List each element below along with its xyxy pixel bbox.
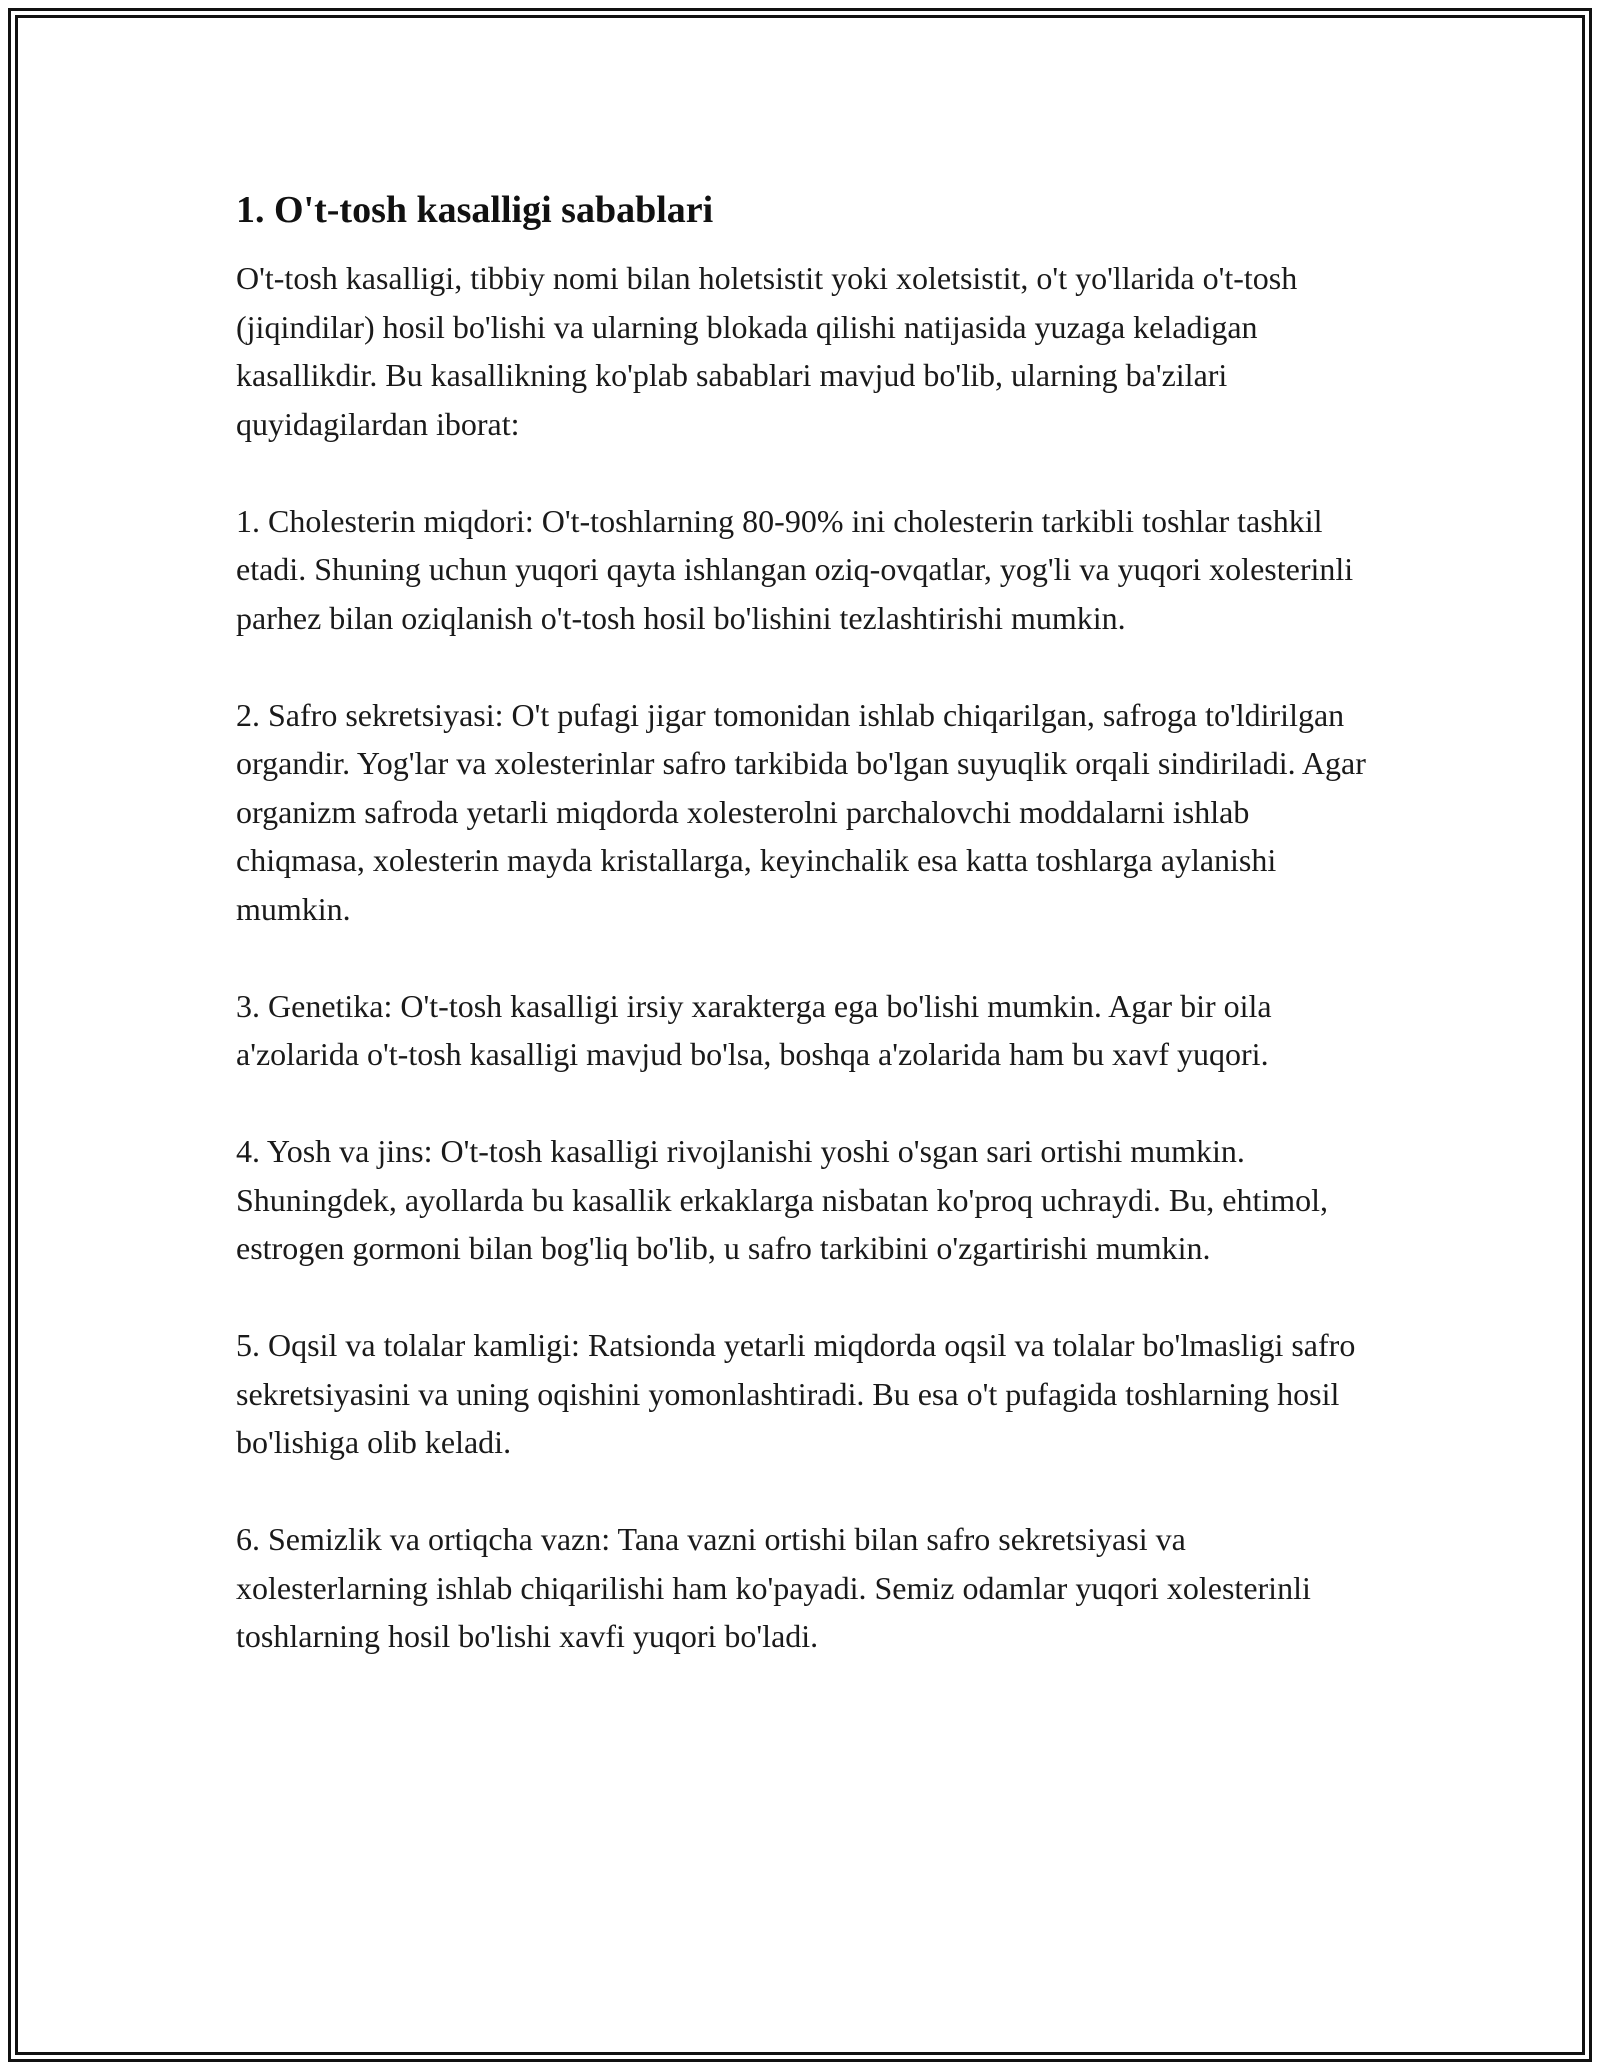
cause-obesity-paragraph: 6. Semizlik va ortiqcha vazn: Tana vazni ortishi bilan safro sekretsiyasi va xolesterlarning ishlab chiqarilishi ham ko'payadi. Semiz odamlar yuqori xolesterinli toshlarning hosil bo'lishi xavfi yuqori bo'ladi. (236, 1521, 1311, 1654)
cause-protein-fiber-paragraph: 5. Oqsil va tolalar kamligi: Ratsionda yetarli miqdorda oqsil va tolalar bo'lmasligi safro sekretsiyasini va uning oqishini yomonlashtiradi. Bu esa o't pufagida toshlarning hosil bo'lishiga olib keladi. (236, 1327, 1356, 1460)
cause-genetics-paragraph: 3. Genetika: O't-tosh kasalligi irsiy xarakterga ega bo'lishi mumkin. Agar bir oila a'zolarida o't-tosh kasalligi mavjud bo'lsa, boshqa a'zolarida ham bu xavf yuqori. (236, 987, 1272, 1072)
cause-cholesterol-paragraph: 1. Cholesterin miqdori: O't-toshlarning 80-90% ini cholesterin tarkibli toshlar tashkil etadi. Shuning uchun yuqori qayta ishlangan oziq-ovqatlar, yog'li va yuqori xolesterinli parhez bilan oziqlanish o't-tosh hosil bo'lishini tezlashtirishi mumkin. (236, 502, 1354, 636)
page-title: 1. O't-tosh kasalligi sabablari (236, 189, 714, 231)
cause-age-gender-paragraph: 4. Yosh va jins: O't-tosh kasalligi rivojlanishi yoshi o'sgan sari ortishi mumkin. Shuningdek, ayollarda bu kasallik erkaklarga nisbatan ko'proq uchraydi. Bu, ehtimol, estrogen gormoni bilan bog'liq bo'lib, u safro tarkibini o'zgartirishi mumkin. (236, 1133, 1329, 1266)
document-body (236, 186, 1376, 1661)
intro-paragraph: O't-tosh kasalligi, tibbiy nomi bilan holetsistit yoki xoletsistit, o't yo'llarida o't-tosh (jiqindilar) hosil bo'lishi va ularning blokada qilishi natijasida yuzaga keladigan kasallikdir. Bu kasallikning ko'plab sabablari mavjud bo'lib, ularning ba'zilari quyidagilardan iborat: (236, 260, 1298, 442)
cause-bile-secretion-paragraph: 2. Safro sekretsiyasi: O't pufagi jigar tomonidan ishlab chiqarilgan, safroga to'ldirilgan organdir. Yog'lar va xolesterinlar safro tarkibida bo'lgan suyuqlik orqali sindiriladi. Agar organizm safroda yetarli miqdorda xolesterolni parchalovchi moddalarni ishlab chiqmasa, xolesterin mayda kristallarga, keyinchalik esa katta toshlarga aylanishi mumkin. (236, 696, 1366, 927)
